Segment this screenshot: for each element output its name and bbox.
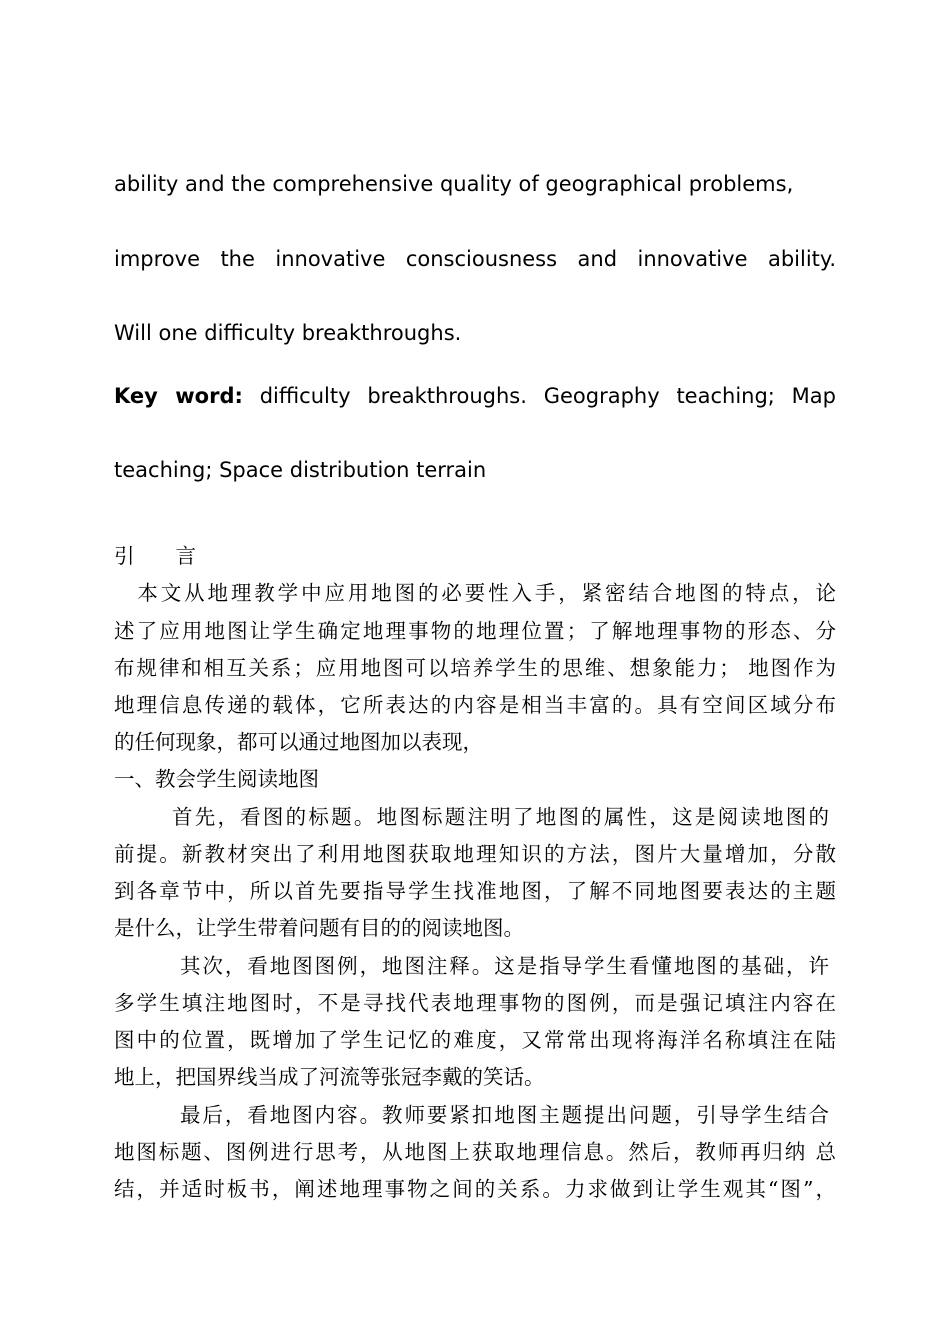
section1-para2-line-1: 其次，看地图图例，地图注释。这是指导学生看懂地图的基础，许 xyxy=(180,954,829,978)
abstract-line-3: Will one difficulty breakthroughs. xyxy=(114,321,462,345)
section1-heading: 一、教会学生阅读地图 xyxy=(114,767,319,791)
keywords-line-2: teaching; Space distribution terrain xyxy=(114,458,487,482)
section1-para2-line-3: 图中的位置，既增加了学生记忆的难度，又常常出现将海洋名称填注在陆 xyxy=(114,1028,836,1052)
section1-para1-line-2: 前提。新教材突出了利用地图获取地理知识的方法，图片大量增加，分散 xyxy=(114,842,836,866)
intro-heading: 引 言 xyxy=(114,544,196,568)
intro-line-4: 地理信息传递的载体，它所表达的内容是相当丰富的。具有空间区域分布 xyxy=(114,693,836,717)
section1-para1-line-1: 首先，看图的标题。地图标题注明了地图的属性，这是阅读地图的 xyxy=(172,805,829,829)
intro-line-3: 布规律和相互关系；应用地图可以培养学生的思维、想象能力； 地图作为 xyxy=(114,656,836,680)
intro-line-1: 本文从地理教学中应用地图的必要性入手，紧密结合地图的特点，论 xyxy=(114,581,836,605)
intro-line-2: 述了应用地图让学生确定地理事物的地理位置；了解地理事物的形态、分 xyxy=(114,619,836,643)
section1-para1-line-3: 到各章节中，所以首先要指导学生找准地图，了解不同地图要表达的主题 xyxy=(114,879,836,903)
section1-para3-line-3: 结，并适时板书，阐述地理事物之间的关系。力求做到让学生观其“图”， xyxy=(114,1177,836,1201)
section1-para2-line-2: 多学生填注地图时，不是寻找代表地理事物的图例，而是强记填注内容在 xyxy=(114,991,836,1015)
section1-para1-line-4: 是什么，让学生带着问题有目的的阅读地图。 xyxy=(114,916,524,940)
keywords-label: Key word: xyxy=(114,384,243,408)
keywords-line-1 xyxy=(114,382,836,410)
abstract-line-1: ability and the comprehensive quality of geographical problems, xyxy=(114,172,794,196)
abstract-line-2: improve the innovative consciousness and innovative ability. xyxy=(114,247,836,271)
keywords-text-1: difficulty breakthroughs. Geography teaching; Map xyxy=(242,384,836,408)
intro-line-5: 的任何现象，都可以通过地图加以表现， xyxy=(114,730,483,754)
section1-para2-line-4: 地上，把国界线当成了河流等张冠李戴的笑话。 xyxy=(114,1065,545,1089)
section1-para3-line-1: 最后，看地图内容。教师要紧扣地图主题提出问题，引导学生结合 xyxy=(180,1103,829,1127)
section1-para3-line-2: 地图标题、图例进行思考，从地图上获取地理信息。然后，教师再归纳 总 xyxy=(114,1140,836,1164)
